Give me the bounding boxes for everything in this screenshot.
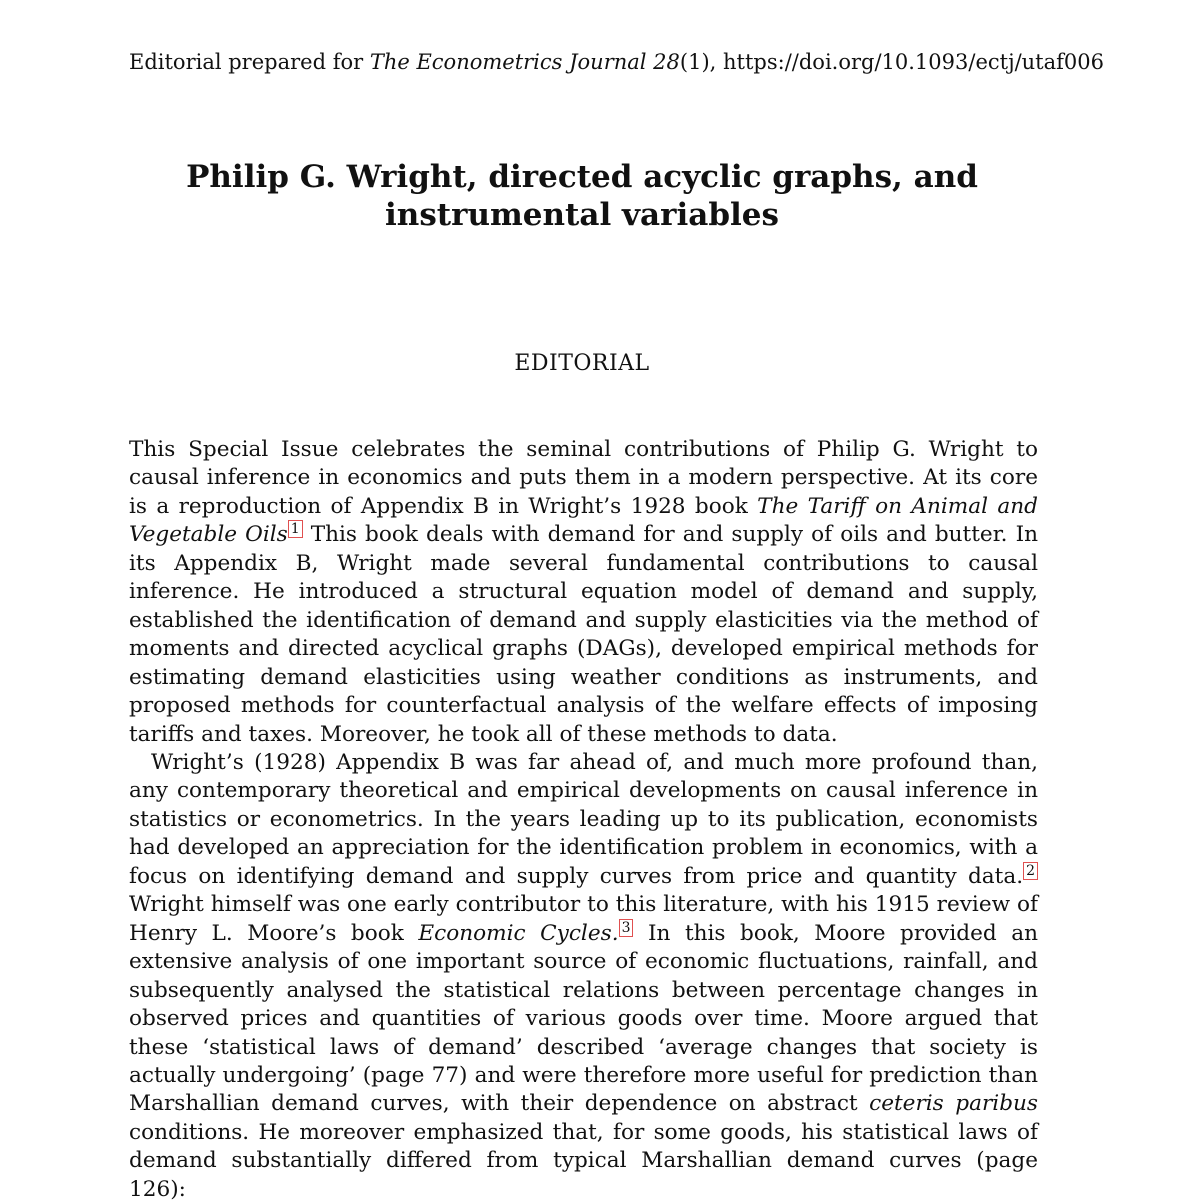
doi-text[interactable]: (1), https://doi.org/10.1093/ectj/utaf006 (679, 50, 1104, 74)
paragraph-1-text-b: This book deals with demand for and supply of oils and butter. In its Appendix B, Wright made several fundamental contributions to causal inference. He introduced a structural equation model of demand and supply, established the identification of demand and supply elasticities via the method of moments and directed acyclical graphs (DAGs), developed empirical methods for estimating demand elasticities using weather conditions as instruments, and proposed methods for counterfactual analysis of the welfare effects of imposing tariffs and taxes. Moreover, he took all of these methods to data. (129, 522, 1039, 747)
paragraph-2-text-b: Wright himself was one early contributor to this literature, with his 1915 review of Henry L. Moore’s book (129, 892, 1038, 946)
journal-name: The Econometrics Journal 28 (369, 50, 680, 74)
header-prefix: Editorial prepared for (129, 50, 370, 74)
latin-phrase: ceteris paribus (869, 1091, 1038, 1117)
footnote-1-link[interactable]: 1 (288, 520, 303, 538)
running-header (129, 48, 1109, 76)
paragraph-2-text-d: conditions. He moreover emphasized that, for some goods, his statistical laws of demand substantially differed from typical Marshallian demand curves (page 126): (129, 1119, 1038, 1202)
body-text (129, 436, 1038, 1204)
footnote-2-link[interactable]: 2 (1023, 862, 1038, 880)
paragraph-2-text-a: Wright’s (1928) Appendix B was far ahead of, and much more profound than, any contemporary theoretical and empirical developments on causal inference in statistics or econometrics. In the years leading up to its publication, economists had developed an appreciation for the identification problem in economics, with a focus on identifying demand and supply curves from price and quantity data. (129, 749, 1038, 889)
footnote-3-link[interactable]: 3 (619, 919, 634, 937)
section-heading: EDITORIAL (514, 351, 650, 376)
book-title-tariff: The Tariff on Animal and Vegetable Oils (129, 493, 1038, 548)
paragraph-1-text-a: This Special Issue celebrates the seminal contributions of Philip G. Wright to causal inference in economics and puts them in a modern perspective. At its core is a reproduction of Appendix B in Wright’s 1928 book (129, 437, 1038, 519)
paragraph-2-text-c: In this book, Moore provided an extensive analysis of one important source of economic fluctuations, rainfall, and subsequently analysed the statistical relations between percentage changes in observed prices and quantities of various goods over time. Moore argued that these ‘statistical laws of demand’ described ‘average changes that society is actually undergoing’ (page 77) and were therefore more useful for prediction than Marshallian demand curves, with their dependence on abstract (129, 920, 1038, 1117)
paragraph-1 (129, 436, 1038, 749)
paper-title: Philip G. Wright, directed acyclic graphs, and instrumental variables (186, 159, 978, 233)
paragraph-2 (129, 749, 1038, 1204)
book-title-economic-cycles: Economic Cycles. (418, 920, 619, 946)
